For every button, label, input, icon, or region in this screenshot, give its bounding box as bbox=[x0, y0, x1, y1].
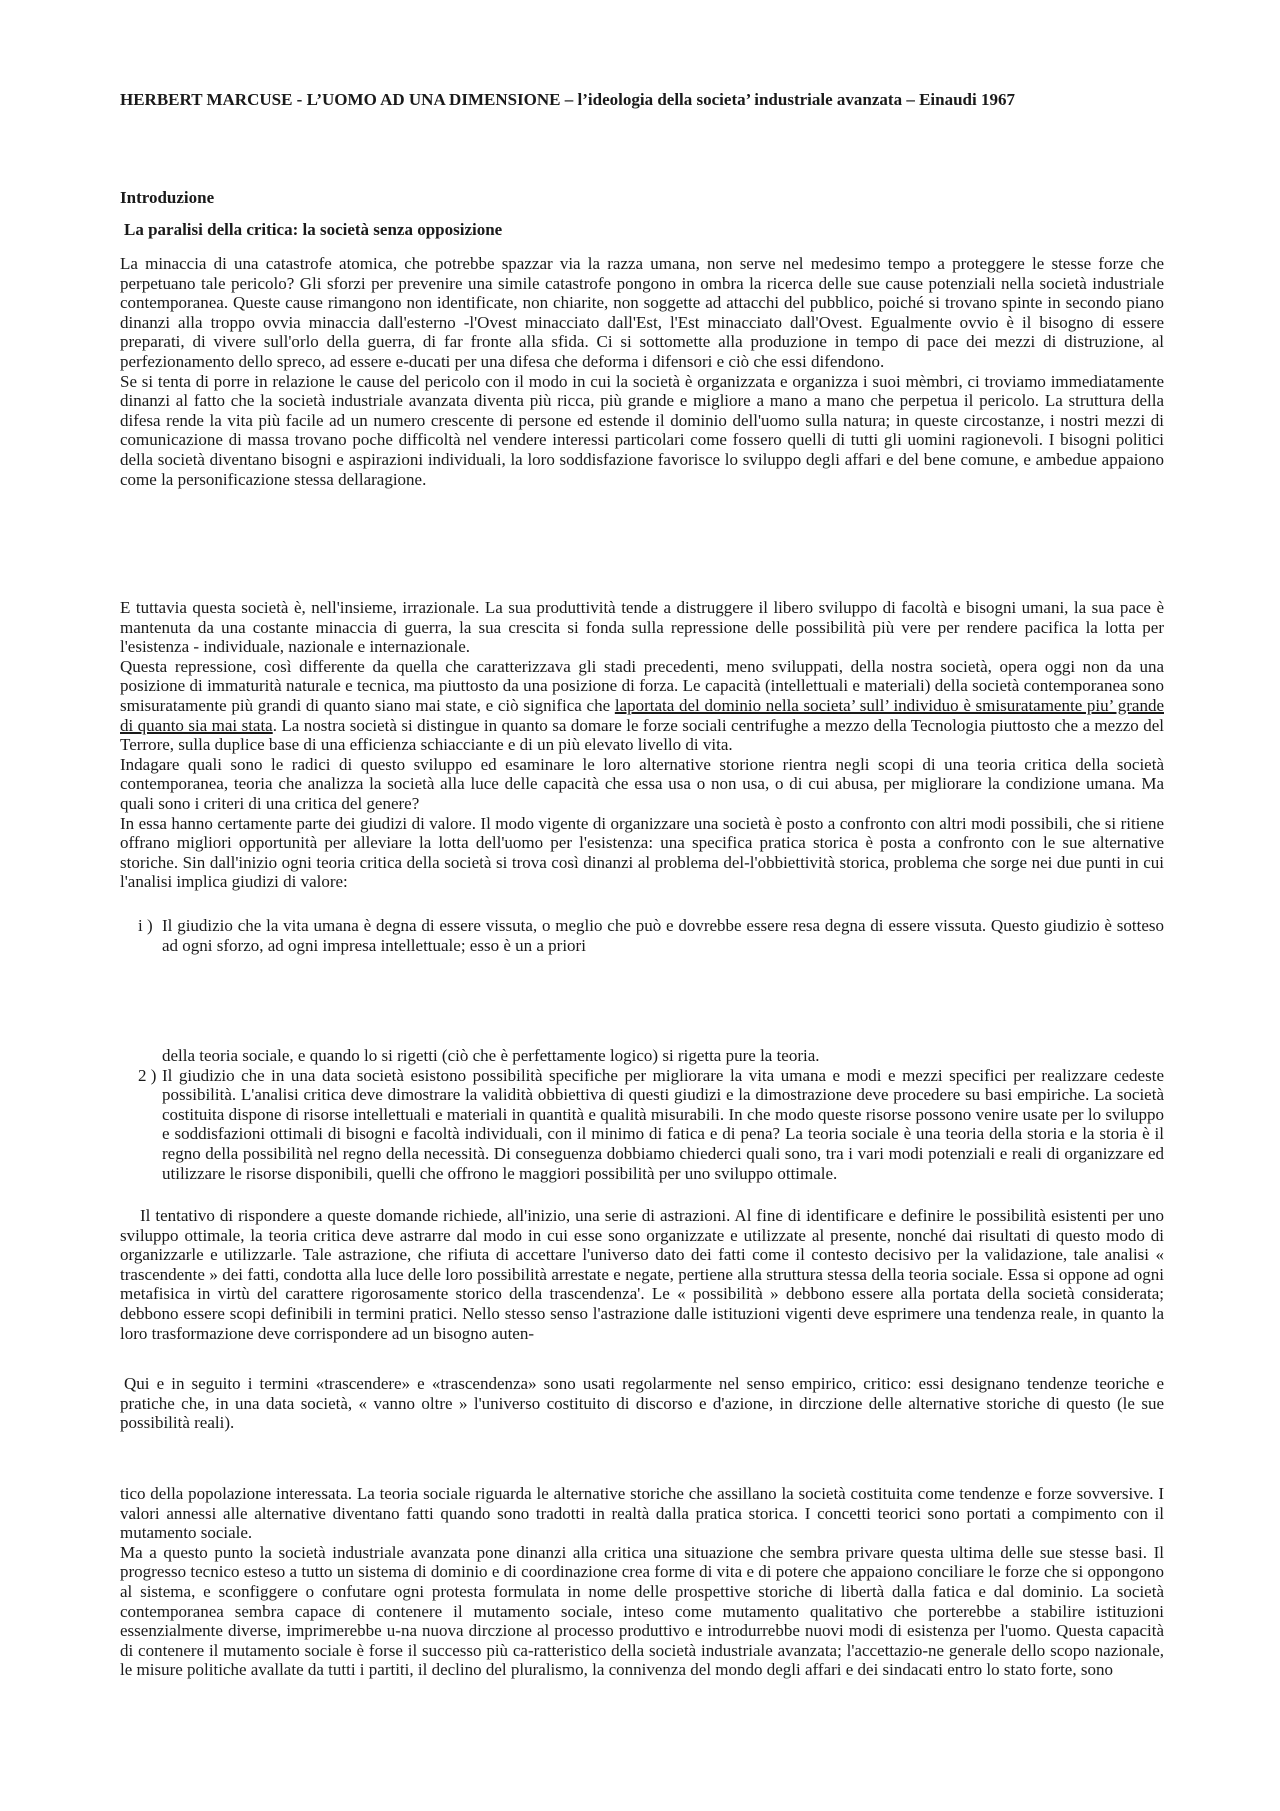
list-item-2 bbox=[120, 1066, 1164, 1184]
text-block-4 bbox=[120, 1484, 1164, 1680]
document-title: HERBERT MARCUSE - L’UOMO AD UNA DIMENSIONE – l’ideologia della societa’ industriale avanzata – Einaudi 1967 bbox=[120, 90, 1015, 109]
paragraph-7: Il tentativo di rispondere a queste domande richiede, all'inizio, una serie di astrazioni. Al fine di identificare e definire le possibilità esistenti per uno sviluppo ottimale, la teoria critica deve astrarre dal modo in cui esse sono organizzate e utilizzate al presente, nonché dai risultati di questo modo di organizzarle e utilizzarle. Tale astrazione, che rifiuta di accettare l'universo dato dei fatti come il contesto decisivo per la validazione, tale analisi « trascendente » dei fatti, condotta alla luce delle loro possibilità arrestate e negate, pertiene alla struttura stessa della teoria sociale. Essa si oppone ad ogni metafisica in virtù del carattere rigorosamente storico della trascendenza'. Le « possibilità » debbono essere alla portata della società considerata; debbono essere scopi definibili in termini pratici. Nello stesso senso l'astrazione dalle istituzioni vigenti deve esprimere una tendenza reale, in quanto la loro trasformazione deve corrispondere ad un bisogno auten- bbox=[120, 1206, 1164, 1343]
paragraph-9: Ma a questo punto la società industriale avanzata pone dinanzi alla critica una situazione che sembra privare questa ultima delle sue stesse basi. Il progresso tecnico esteso a tutto un sistema di dominio e di coordinazione crea forme di vita e di potere che appaiono conciliare le forze che si oppongono al sistema, e sconfiggere o confutare ogni protesta formulata in nome delle prospettive storiche di libertà dalla fatica e dal dominio. La società contemporanea sembra capace di contenere il mutamento sociale, inteso come mutamento qualitativo che porterebbe a stabilire istituzioni essenzialmente diverse, imprimerebbe u-na nuova dirczione al processo produttivo e introdurrebbe nuovi modi di esistenza per l'uomo. Questa capacità di contenere il mutamento sociale è forse il successo più ca-ratteristico della società industriale avanzata; l'accettazio-ne generale dello scopo nazionale, le misure politiche avallate da tutti i partiti, il declino del pluralismo, la connivenza del mondo degli affari e dei sindacati entro lo stato forte, sono bbox=[120, 1542, 1164, 1680]
list-item-1-continued: della teoria sociale, e quando lo si rigetti (ciò che è perfettamente logico) si rigetta pure la teoria. bbox=[162, 1046, 820, 1065]
list-item-2-text: Il giudizio che in una data società esistono possibilità specifiche per migliorare la vita umana e modi e mezzi specifici per realizzare cedeste possibilità. L'analisi critica deve dimostrare la validità obbiettiva di questi giudizi e la dimostrazione deve procedere su basi empiriche. La società costituita dispone di risorse intellettuali e materiali in quantità e qualità misurabili. In che modo queste risorse possono venire usate per lo sviluppo e soddisfazioni ottimali di bisogni e facoltà individuali, con il minimo di fatica e di pena? La teoria sociale è una teoria della storia e la storia è il regno della possibilità nel regno della necessità. Di conseguenza dobbiamo chiederci quali sono, tra i vari modi potenziali e reali di organizzare ed utilizzare le risorse disponibili, quelli che offrono le maggiori possibilità per uno sviluppo ottimale. bbox=[162, 1065, 1164, 1183]
paragraph-1: La minaccia di una catastrofe atomica, che potrebbe spazzar via la razza umana, non serve nel medesimo tempo a proteggere le stesse forze che perpetuano tale pericolo? Gli sforzi per prevenire una simile catastrofe pongono in ombra la ricerca delle sue cause potenziali nella società industriale contemporanea. Queste cause rimangono non identificate, non chiarite, non soggette ad attacchi del pubblico, poiché si trovano spinte in secondo piano dinanzi alla troppo ovvia minaccia dall'esterno -l'Ovest minacciato dall'Est, l'Est minacciato dall'Ovest. Egualmente ovvio è il bisogno di essere preparati, di vivere sull'orlo della guerra, di far fronte alla sfida. Ci si sottomette alla produzione in tempo di pace dei mezzi di distruzione, al perfezionamento dello spreco, ad essere e-ducati per una difesa che deforma i difensori e ciò che essi difendono. bbox=[120, 254, 1164, 371]
paragraph-4-end: . La nostra società si distingue in quanto sa domare le forze sociali centrifughe a mezzo della Tecnologia piuttosto che a mezzo del Terrore, sulla duplice base di una efficienza schiacciante e di un più elevato livello di vita. bbox=[120, 715, 1164, 755]
underlined-passage: laportata del dominio nella societa’ sull’ individuo è smisuratamente piu’ grande di quanto sia mai stata bbox=[120, 695, 1164, 735]
paragraph-5: Indagare quali sono le radici di questo sviluppo ed esaminare le loro alternative storione rientra negli scopi di una teoria critica della società contemporanea, teoria che analizza la società alla luce delle capacità che essa usa o non usa, o di cui abusa, per migliorare la condizione umana. Ma quali sono i criteri di una critica del genere? bbox=[120, 754, 1164, 813]
value-judgment-list-part-2 bbox=[120, 1046, 1164, 1183]
text-block-1 bbox=[120, 254, 1164, 489]
text-block-3 bbox=[120, 1206, 1164, 1343]
paragraph-6: In essa hanno certamente parte dei giudizi di valore. Il modo vigente di organizzare una società è posto a confronto con altri modi possibili, che si ritiene offrano migliori opportunità per alleviare la lotta dell'uomo per l'esistenza: una specifica pratica storica è posta a confronto con le sue alternative storiche. Sin dall'inizio ogni teoria critica della società si trova così dinanzi al problema del-l'obbiettività storica, problema che sorge nei due punti in cui l'analisi implica giudizi di valore: bbox=[120, 813, 1164, 892]
list-marker-2: 2 ) bbox=[138, 1065, 157, 1085]
paragraph-8: tico della popolazione interessata. La teoria sociale riguarda le alternative storiche che assillano la società costituita come tendenze e forze sovversive. I valori annessi alle alternative diventano fatti quando sono tradotti in realtà dalla pratica storica. I concetti teorici sono portati a compimento con il mutamento sociale. bbox=[120, 1484, 1164, 1543]
list-marker-1: i ) bbox=[138, 916, 153, 935]
list-item-1 bbox=[120, 916, 1164, 955]
text-block-2 bbox=[120, 598, 1164, 892]
subsection-heading: La paralisi della critica: la società senza opposizione bbox=[124, 220, 503, 239]
paragraph-3: E tuttavia questa società è, nell'insieme, irrazionale. La sua produttività tende a distruggere il libero sviluppo di facoltà e bisogni umani, la sua pace è mantenuta da una costante minaccia di guerra, la sua crescita si fonda sulla repressione delle possibilità più vere per rendere pacifica la lotta per l'esistenza - individuale, nazionale e internazionale. bbox=[120, 598, 1164, 657]
paragraph-4 bbox=[120, 657, 1164, 755]
footnote: Qui e in seguito i termini «trascendere» e «trascendenza» sono usati regolarmente nel senso empirico, critico: essi designano tendenze teoriche e pratiche che, in una data società, « vanno oltre » l'universo costituito di discorso e d'azione, in dirczione delle alternative storiche di questo (le sue possibilità reali). bbox=[120, 1374, 1164, 1433]
list-item-1-text: Il giudizio che la vita umana è degna di essere vissuta, o meglio che può e dovrebbe essere resa degna di essere vissuta. Questo giudizio è sotteso ad ogni sforzo, ad ogni impresa intellettuale; esso è un a priori bbox=[162, 916, 1164, 955]
footnote-block bbox=[120, 1374, 1164, 1433]
section-heading: Introduzione bbox=[120, 188, 215, 207]
paragraph-2: Se si tenta di porre in relazione le cause del pericolo con il modo in cui la società è organizzata e organizza i suoi mèmbri, ci troviamo immediatamente dinanzi al fatto che la società industriale avanzata diventa più ricca, più grande e migliore a mano a mano che perpetua il pericolo. La struttura della difesa rende la vita più facile ad un numero crescente di persone ed estende il dominio dell'uomo sulla natura; in queste circostanze, i nostri mezzi di comunicazione di massa trovano poche difficoltà nel vendere interessi particolari come fossero quelli di tutti gli uomini ragionevoli. I bisogni politici della società diventano bisogni e aspirazioni individuali, la loro soddisfazione favorisce lo sviluppo degli affari e del bene comune, e ambedue appaiono come la personificazione stessa dellaragione. bbox=[120, 371, 1164, 489]
value-judgment-list-part-1 bbox=[120, 916, 1164, 955]
paragraph-4-start: Questa repressione, così differente da quella che caratterizzava gli stadi precedenti, meno sviluppati, della nostra società, opera oggi non da una posizione di immaturità naturale e tecnica, ma piuttosto da una posizione di forza. Le capacità (intellettuali e materiali) della società contemporanea sono smisuratamente più grandi di quanto siano mai state, e ciò significa che bbox=[120, 656, 1164, 715]
